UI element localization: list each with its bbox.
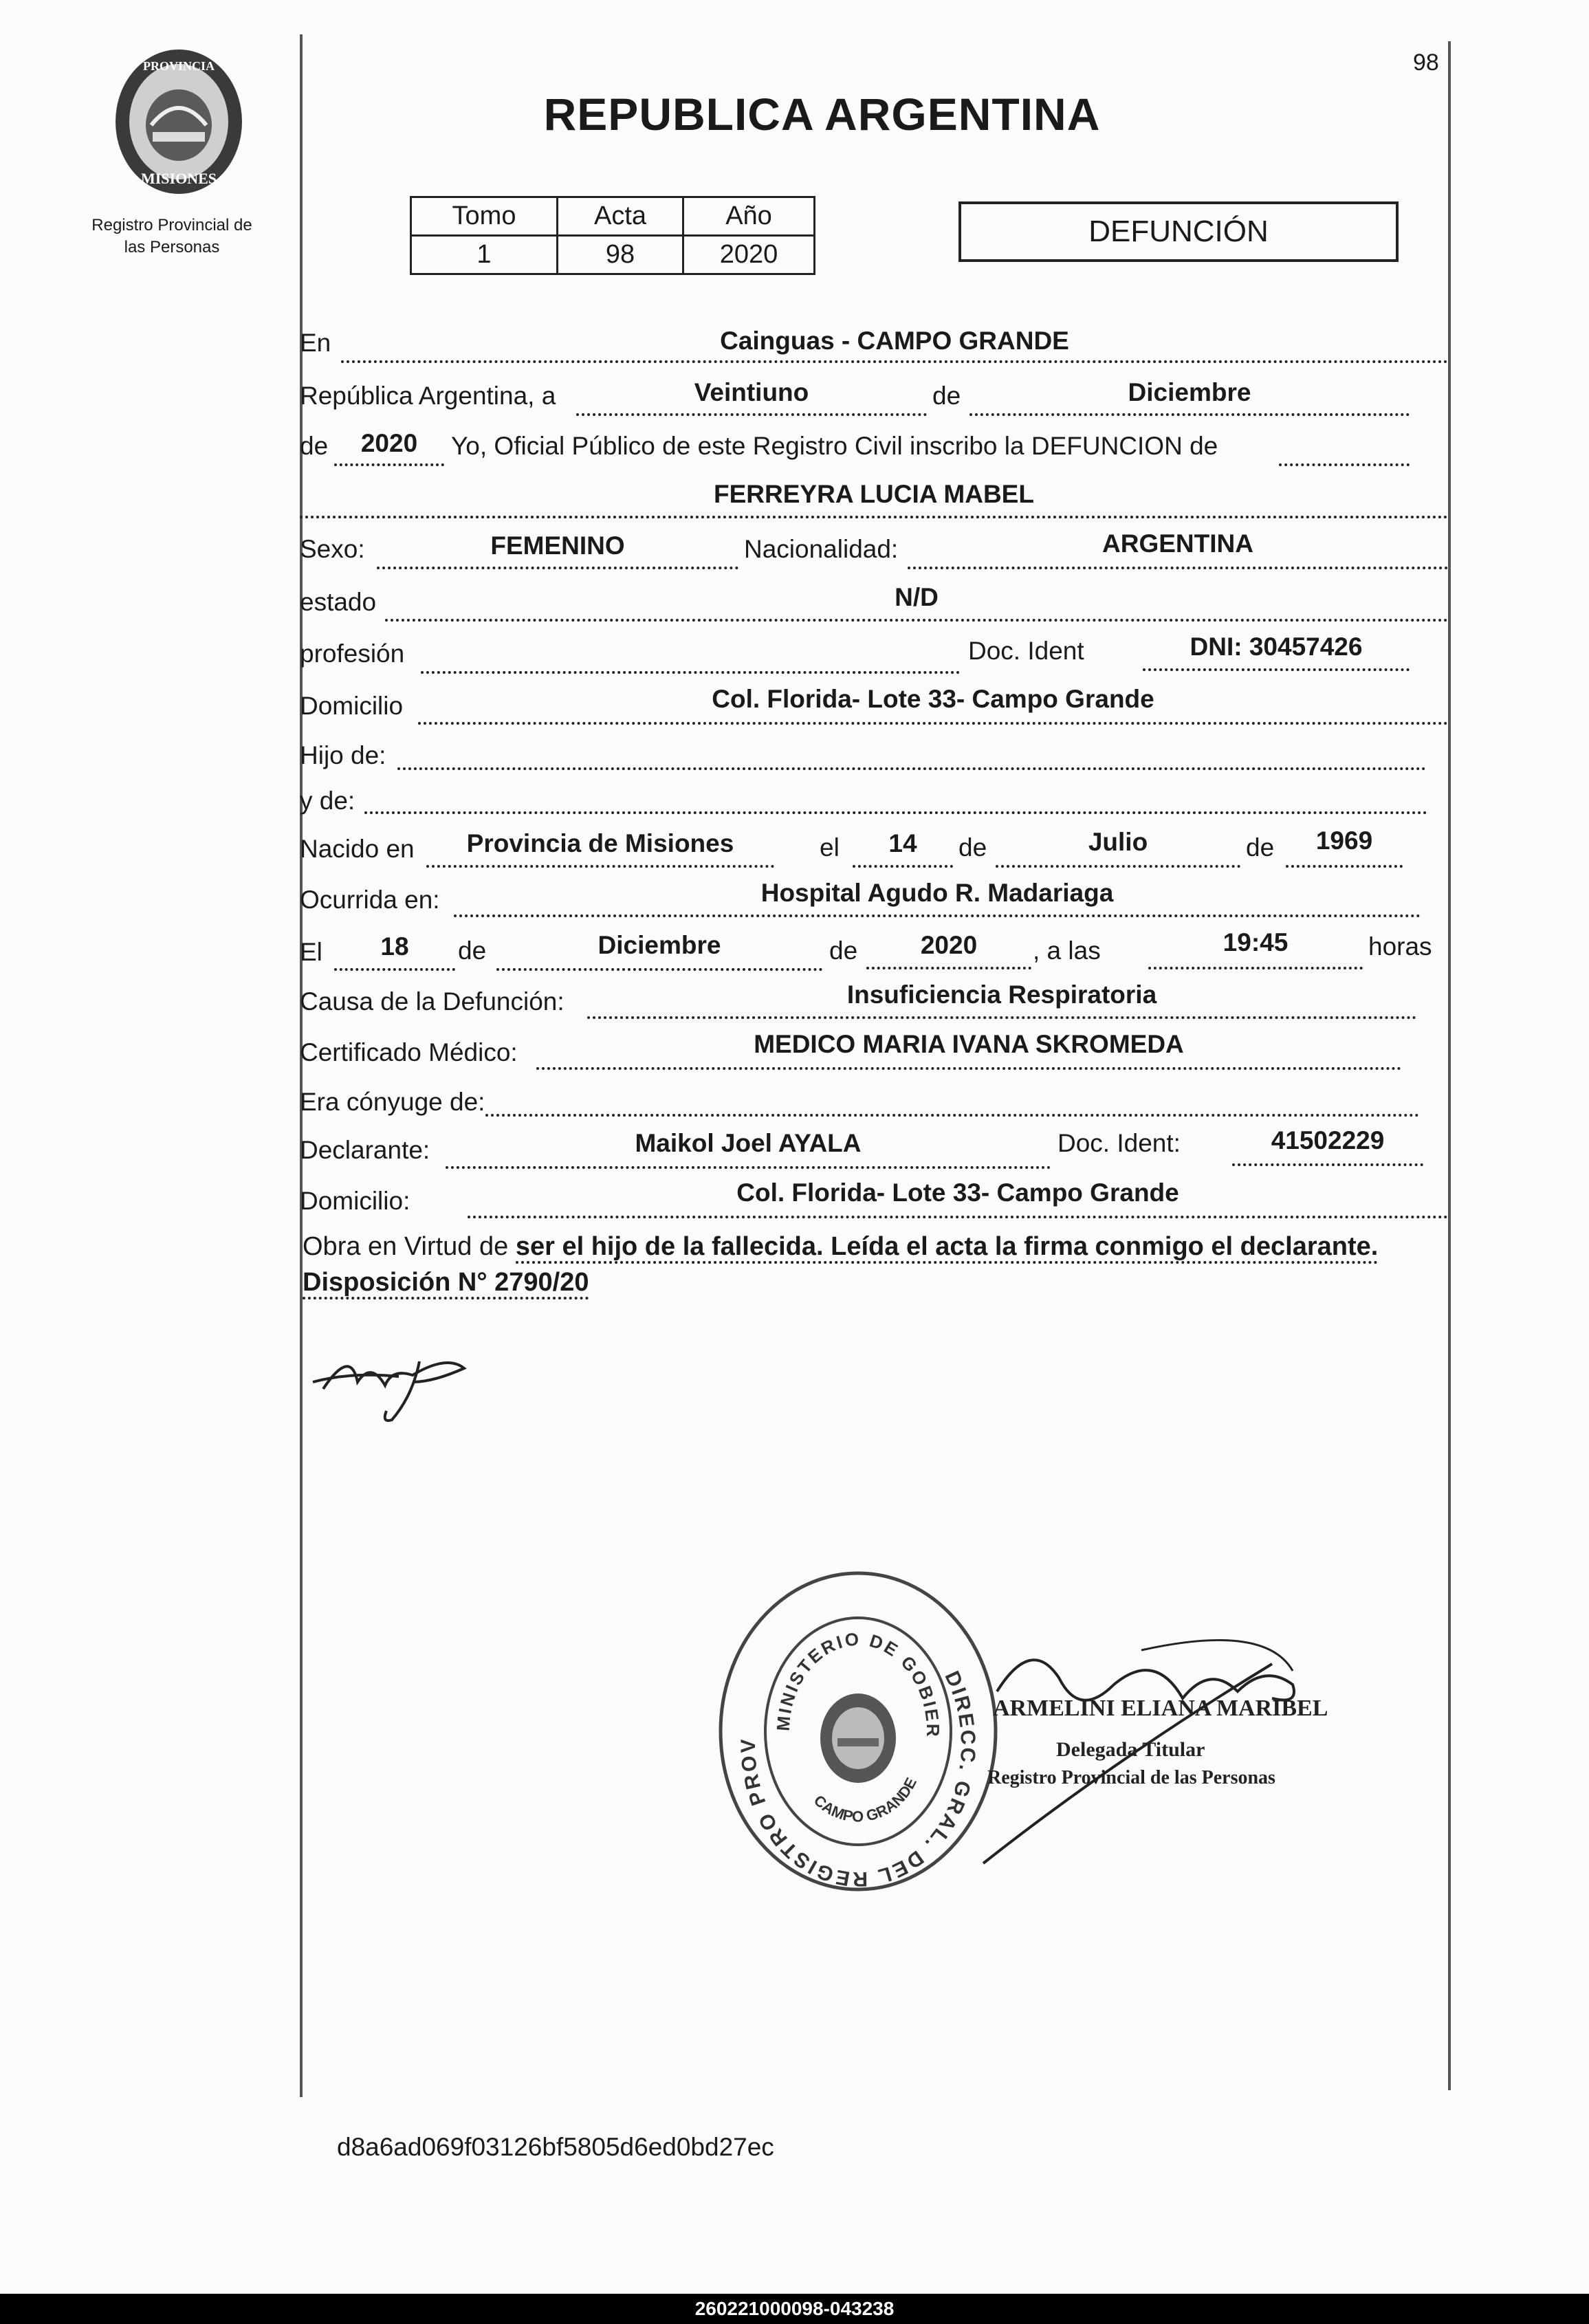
def-de1-label: de xyxy=(458,936,487,965)
nacionalidad-line xyxy=(908,564,1448,569)
def-anio: 2020 xyxy=(920,931,978,959)
sexo-label: Sexo: xyxy=(300,535,365,563)
nacionalidad-label: Nacionalidad: xyxy=(744,535,899,563)
record-table xyxy=(410,196,815,275)
republica-label: República Argentina, a xyxy=(300,382,556,410)
declarante-value: Maikol Joel AYALA xyxy=(635,1129,862,1157)
registry-caption-line2: las Personas xyxy=(124,238,220,256)
domicilio-line xyxy=(418,719,1448,725)
obra-label: Obra en Virtud de xyxy=(303,1232,509,1261)
declarante-label: Declarante: xyxy=(300,1136,430,1164)
causa-value: Insuficiencia Respiratoria xyxy=(846,980,1157,1009)
stamp-role: Delegada Titular xyxy=(1056,1738,1205,1761)
nacido-line xyxy=(426,862,774,868)
def-mes: Diciembre xyxy=(598,931,721,959)
acta-header: Acta xyxy=(558,197,683,236)
en-value: Cainguas - CAMPO GRANDE xyxy=(720,327,1069,355)
page-number: 98 xyxy=(1413,50,1439,76)
certificado-label: Certificado Médico: xyxy=(300,1038,518,1066)
certificado-line xyxy=(536,1064,1401,1070)
en-label: En xyxy=(300,329,331,357)
nac-anio-line xyxy=(1286,862,1403,868)
profesion-label: profesión xyxy=(300,639,405,668)
ocurrida-value: Hospital Agudo R. Madariaga xyxy=(760,879,1114,907)
hijo-label: Hijo de: xyxy=(300,741,386,769)
def-dia-line xyxy=(334,965,455,971)
en-line xyxy=(341,358,1448,363)
causa-line xyxy=(587,1013,1416,1019)
profesion-line xyxy=(421,668,960,674)
officer-signature xyxy=(309,1334,474,1434)
yde-line xyxy=(364,809,1427,814)
tomo-value: 1 xyxy=(411,236,558,274)
nac-el-label: el xyxy=(820,833,840,862)
official-seal xyxy=(714,1566,1002,1896)
right-margin-line xyxy=(1448,41,1451,2090)
nacido-lugar: Provincia de Misiones xyxy=(466,829,734,857)
doc-label: Doc. Ident xyxy=(968,637,1084,665)
hijo-line xyxy=(397,765,1426,770)
def-mes-line xyxy=(496,965,822,971)
nac-anio: 1969 xyxy=(1315,826,1373,855)
mes-texto: Diciembre xyxy=(1128,378,1251,406)
domicilio-label: Domicilio xyxy=(300,692,404,720)
domicilio-value: Col. Florida- Lote 33- Campo Grande xyxy=(712,685,1154,713)
decl-dom-line xyxy=(468,1213,1448,1218)
def-hora-line xyxy=(1148,964,1363,969)
acta-value: 98 xyxy=(558,236,683,274)
svg-text:DIRECC. GRAL. DEL REGISTRO PRO: DIRECC. GRAL. DEL REGISTRO PROV xyxy=(736,1667,980,1891)
barcode-text: 260221000098-043238 xyxy=(694,2298,895,2319)
nacido-label: Nacido en xyxy=(300,835,415,863)
ocurrida-label: Ocurrida en: xyxy=(300,886,440,914)
tomo-header: Tomo xyxy=(411,197,558,236)
page-title: REPUBLICA ARGENTINA xyxy=(543,89,1101,140)
document-hash: d8a6ad069f03126bf5805d6ed0bd27ec xyxy=(337,2133,774,2161)
decl-dom-label: Domicilio: xyxy=(300,1187,410,1215)
nombre-line xyxy=(300,513,1448,518)
stamp-org: Registro Provincial de las Personas xyxy=(987,1767,1275,1788)
svg-text:MISIONES: MISIONES xyxy=(140,170,217,187)
de2-label: de xyxy=(300,432,329,460)
conyuge-label: Era cónyuge de: xyxy=(300,1088,485,1116)
def-de2-label: de xyxy=(829,936,858,965)
yde-label: y de: xyxy=(300,787,355,815)
svg-text:MINISTERIO DE GOBIERNO: MINISTERIO DE GOBIER xyxy=(772,1628,944,1739)
decl-dom-value: Col. Florida- Lote 33- Campo Grande xyxy=(736,1179,1179,1207)
nac-mes: Julio xyxy=(1088,828,1148,856)
causa-label: Causa de la Defunción: xyxy=(300,987,565,1016)
nac-mes-line xyxy=(996,862,1240,868)
stamp-name: ARMELINI ELIANA MARIBEL xyxy=(993,1696,1328,1721)
estado-line xyxy=(385,616,1448,622)
obra-paragraph xyxy=(303,1232,1378,1262)
dia-line xyxy=(576,410,927,416)
dia-texto: Veintiuno xyxy=(694,378,809,406)
barcode-strip xyxy=(0,2294,1589,2324)
doc-line xyxy=(1143,666,1410,671)
inscribo-text: Yo, Oficial Público de este Registro Civil inscribo la DEFUNCION de xyxy=(451,432,1218,460)
anio-value: 2020 xyxy=(683,236,815,274)
nac-de2-label: de xyxy=(1246,833,1275,862)
svg-text:CAMPO GRANDE: CAMPO GRANDE xyxy=(810,1775,921,1826)
def-hora: 19:45 xyxy=(1223,928,1289,956)
nacionalidad-value: ARGENTINA xyxy=(1102,529,1253,558)
ocurrida-line xyxy=(454,912,1421,917)
declarante-line xyxy=(446,1163,1051,1169)
decl-doc-value: 41502229 xyxy=(1271,1126,1385,1154)
anio-header: Año xyxy=(683,197,815,236)
registry-caption xyxy=(69,215,275,259)
certificado-value: MEDICO MARIA IVANA SKROMEDA xyxy=(754,1030,1184,1058)
sexo-line xyxy=(377,564,738,569)
decl-doc-line xyxy=(1232,1161,1423,1166)
inscribo-line xyxy=(1279,461,1410,466)
nac-dia: 14 xyxy=(888,829,917,857)
def-dia: 18 xyxy=(380,932,409,961)
anio-value: 2020 xyxy=(360,429,418,457)
record-type-box: DEFUNCIÓN xyxy=(958,201,1399,262)
de1-label: de xyxy=(932,382,961,410)
sexo-value: FEMENINO xyxy=(490,531,625,560)
horas-label: horas xyxy=(1368,932,1432,961)
alas-label: , a las xyxy=(1033,936,1101,965)
estado-value: N/D xyxy=(895,583,939,611)
doc-value: DNI: 30457426 xyxy=(1190,633,1363,661)
anio-line xyxy=(334,461,444,466)
obra-text: ser el hijo de la fallecida. Leída el acta la firma conmigo el declarante. xyxy=(516,1232,1378,1264)
svg-text:PROVINCIA: PROVINCIA xyxy=(142,59,215,73)
disposicion-line xyxy=(303,1268,589,1297)
def-anio-line xyxy=(866,964,1031,969)
nombre-value: FERREYRA LUCIA MABEL xyxy=(714,480,1034,508)
registry-caption-line1: Registro Provincial de xyxy=(91,216,252,234)
nac-de1-label: de xyxy=(958,833,987,862)
el2-label: El xyxy=(300,938,322,966)
mes-line xyxy=(969,410,1410,416)
conyuge-line xyxy=(485,1111,1419,1117)
decl-doc-label: Doc. Ident: xyxy=(1057,1129,1181,1157)
disposicion-text: Disposición N° 2790/20 xyxy=(303,1268,589,1300)
nac-dia-line xyxy=(853,862,953,868)
estado-label: estado xyxy=(300,588,377,616)
